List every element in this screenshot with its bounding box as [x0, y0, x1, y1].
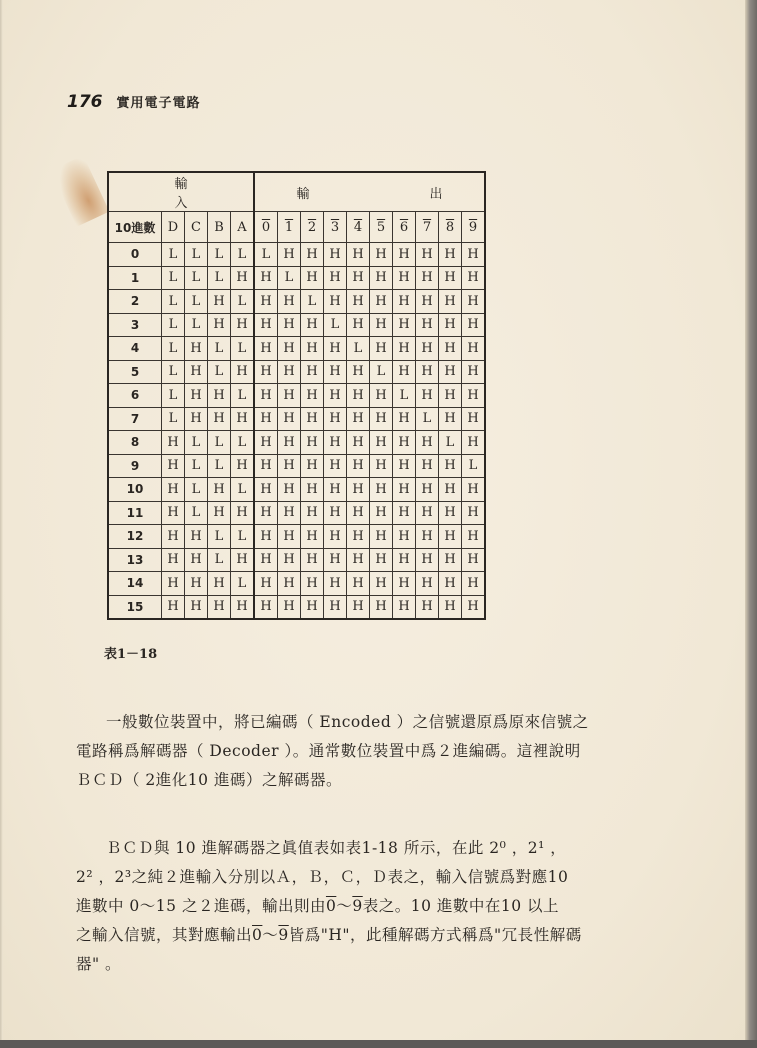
output-cell: L — [324, 313, 347, 337]
output-cell: H — [301, 478, 324, 502]
output-cell: H — [416, 454, 439, 478]
input-cell: H — [208, 595, 231, 619]
output-cell: H — [370, 572, 393, 596]
table-caption: 表1－18 — [104, 647, 158, 662]
input-cell: H — [185, 525, 208, 549]
input-cell: L — [185, 431, 208, 455]
output-cell: H — [439, 243, 462, 267]
text-line: 器" 。 — [76, 955, 122, 973]
output-cell: H — [254, 525, 278, 549]
output-cell: H — [439, 360, 462, 384]
output-cell: H — [416, 525, 439, 549]
output-cell: H — [439, 266, 462, 290]
input-cell: L — [162, 243, 185, 267]
output-cell: H — [439, 478, 462, 502]
output-cell: H — [439, 501, 462, 525]
output-cell: H — [347, 501, 370, 525]
text-line: ＢＣＤ與 10 進解碼器之眞值表如表1-18 所示，在此 2⁰ ，2¹ ， — [106, 839, 567, 857]
output-cell: H — [254, 407, 278, 431]
text-line: 之輸入信號，其對應輸出0～9皆爲"H"，此種解碼方式稱爲"冗長性解碼 — [76, 926, 582, 944]
text-line: 電路稱爲解碼器（ Decoder ）。通常數位裝置中爲２進編碼。這裡說明 — [76, 742, 581, 760]
page-edge-left — [0, 0, 3, 1040]
input-cell: L — [162, 266, 185, 290]
input-cell: H — [162, 525, 185, 549]
output-cell: H — [416, 384, 439, 408]
output-cell: H — [278, 595, 301, 619]
output-cell: H — [416, 337, 439, 361]
input-cell: L — [208, 360, 231, 384]
output-cell: H — [278, 337, 301, 361]
output-cell: H — [393, 431, 416, 455]
output-cell: H — [393, 337, 416, 361]
output-cell: H — [254, 548, 278, 572]
output-cell: H — [324, 572, 347, 596]
decimal-cell: 1 — [108, 266, 162, 290]
input-group-header: 輸入 — [108, 172, 254, 212]
output-cell: H — [324, 337, 347, 361]
table-row — [108, 572, 485, 596]
output-cell: H — [278, 290, 301, 314]
output-cell: H — [393, 313, 416, 337]
col-out-5: 5 — [370, 212, 393, 243]
input-cell: L — [162, 313, 185, 337]
output-cell: H — [301, 360, 324, 384]
output-cell: H — [324, 595, 347, 619]
input-cell: L — [231, 478, 255, 502]
input-cell: H — [185, 384, 208, 408]
table-row — [108, 407, 485, 431]
input-cell: H — [231, 266, 255, 290]
output-cell: L — [254, 243, 278, 267]
output-cell: H — [254, 360, 278, 384]
decimal-cell: 9 — [108, 454, 162, 478]
output-cell: H — [462, 266, 486, 290]
output-cell: H — [301, 595, 324, 619]
col-out-0: 0 — [254, 212, 278, 243]
output-cell: H — [370, 337, 393, 361]
output-cell: H — [416, 595, 439, 619]
output-cell: H — [278, 384, 301, 408]
table-row — [108, 595, 485, 619]
output-cell: H — [278, 454, 301, 478]
input-cell: H — [231, 454, 255, 478]
output-cell: H — [393, 572, 416, 596]
output-cell: H — [439, 337, 462, 361]
output-cell: H — [347, 360, 370, 384]
decimal-cell: 14 — [108, 572, 162, 596]
book-title: 實用電子電路 — [116, 96, 201, 111]
output-cell: H — [301, 454, 324, 478]
decimal-cell: 5 — [108, 360, 162, 384]
output-cell: H — [439, 407, 462, 431]
text-line: ＢＣＤ（ 2進化10 進碼）之解碼器。 — [76, 771, 342, 789]
text-line: 2² ，2³之純２進輸入分別以Ａ，Ｂ，Ｃ，Ｄ表之，輸入信號爲對應10 — [76, 868, 569, 886]
output-cell: H — [393, 501, 416, 525]
output-cell: H — [370, 266, 393, 290]
decimal-cell: 8 — [108, 431, 162, 455]
output-cell: H — [370, 243, 393, 267]
input-cell: H — [208, 478, 231, 502]
output-cell: H — [347, 266, 370, 290]
output-cell: H — [254, 313, 278, 337]
output-cell: H — [254, 337, 278, 361]
output-cell: H — [370, 407, 393, 431]
table-row — [108, 525, 485, 549]
output-cell: H — [393, 595, 416, 619]
table-row — [108, 454, 485, 478]
input-cell: L — [185, 290, 208, 314]
input-cell: H — [231, 360, 255, 384]
output-cell: H — [393, 478, 416, 502]
input-cell: H — [208, 501, 231, 525]
output-cell: H — [462, 548, 486, 572]
table-row — [108, 501, 485, 525]
input-cell: L — [231, 572, 255, 596]
col-out-3: 3 — [324, 212, 347, 243]
output-cell: H — [301, 337, 324, 361]
output-cell: H — [393, 360, 416, 384]
input-cell: H — [185, 572, 208, 596]
col-out-7: 7 — [416, 212, 439, 243]
output-cell: H — [278, 407, 301, 431]
output-cell: H — [324, 360, 347, 384]
output-cell: H — [462, 478, 486, 502]
output-cell: H — [347, 290, 370, 314]
output-cell: H — [347, 525, 370, 549]
col-out-2: 2 — [301, 212, 324, 243]
output-cell: H — [324, 478, 347, 502]
text-line: 進數中 0～15 之２進碼，輸出則由0～9表之。10 進數中在10 以上 — [76, 897, 560, 915]
input-cell: L — [185, 313, 208, 337]
output-cell: H — [439, 572, 462, 596]
output-cell: H — [278, 360, 301, 384]
output-cell: H — [416, 478, 439, 502]
input-cell: H — [208, 572, 231, 596]
input-cell: H — [185, 360, 208, 384]
input-cell: L — [208, 454, 231, 478]
output-cell: H — [462, 407, 486, 431]
output-cell: H — [278, 313, 301, 337]
output-cell: H — [370, 384, 393, 408]
text-line: 一般數位裝置中，將已編碼（ Encoded ）之信號還原爲原來信號之 — [106, 713, 589, 731]
decimal-cell: 13 — [108, 548, 162, 572]
output-cell: H — [370, 478, 393, 502]
output-cell: H — [393, 290, 416, 314]
output-cell: H — [324, 243, 347, 267]
input-cell: H — [185, 407, 208, 431]
output-cell: H — [324, 454, 347, 478]
input-cell: L — [208, 431, 231, 455]
decimal-cell: 12 — [108, 525, 162, 549]
output-cell: H — [301, 525, 324, 549]
input-cell: H — [231, 595, 255, 619]
input-cell: L — [208, 525, 231, 549]
decimal-cell: 6 — [108, 384, 162, 408]
decimal-cell: 10 — [108, 478, 162, 502]
input-cell: L — [231, 384, 255, 408]
output-cell: L — [416, 407, 439, 431]
output-cell: H — [439, 290, 462, 314]
output-cell: H — [370, 548, 393, 572]
output-cell: H — [439, 313, 462, 337]
decimal-cell: 2 — [108, 290, 162, 314]
output-cell: H — [347, 313, 370, 337]
paragraph-decoder-intro — [76, 708, 676, 795]
input-cell: H — [162, 501, 185, 525]
page-edge-bottom — [0, 1040, 757, 1048]
output-cell: H — [393, 525, 416, 549]
output-cell: H — [347, 478, 370, 502]
paragraph-truth-table-explanation — [76, 834, 676, 979]
output-cell: H — [301, 243, 324, 267]
input-cell: L — [231, 337, 255, 361]
output-cell: H — [301, 501, 324, 525]
output-cell: H — [370, 595, 393, 619]
output-cell: H — [324, 525, 347, 549]
table-row — [108, 548, 485, 572]
output-cell: H — [301, 384, 324, 408]
input-cell: H — [162, 431, 185, 455]
table-row — [108, 243, 485, 267]
output-cell: H — [347, 548, 370, 572]
input-cell: L — [162, 407, 185, 431]
output-cell: H — [393, 548, 416, 572]
output-cell: H — [324, 501, 347, 525]
input-cell: H — [185, 337, 208, 361]
output-cell: H — [254, 572, 278, 596]
input-cell: L — [231, 243, 255, 267]
page-number: 176 — [67, 92, 103, 112]
decimal-cell: 15 — [108, 595, 162, 619]
output-cell: H — [370, 290, 393, 314]
output-cell: L — [439, 431, 462, 455]
col-d: D — [162, 212, 185, 243]
output-cell: H — [462, 431, 486, 455]
output-cell: L — [370, 360, 393, 384]
output-cell: H — [324, 384, 347, 408]
input-cell: H — [231, 313, 255, 337]
output-cell: H — [324, 290, 347, 314]
input-cell: H — [208, 290, 231, 314]
col-out-4: 4 — [347, 212, 370, 243]
output-cell: H — [416, 548, 439, 572]
col-b: B — [208, 212, 231, 243]
column-header-row — [108, 212, 485, 243]
output-cell: H — [254, 595, 278, 619]
input-cell: H — [185, 548, 208, 572]
input-cell: H — [162, 548, 185, 572]
page-header — [67, 92, 201, 112]
output-cell: H — [254, 266, 278, 290]
input-cell: L — [185, 243, 208, 267]
output-cell: H — [301, 407, 324, 431]
input-cell: L — [208, 548, 231, 572]
input-cell: L — [208, 337, 231, 361]
output-group-header: 輸 出 — [254, 172, 485, 212]
input-cell: L — [231, 290, 255, 314]
output-cell: H — [324, 266, 347, 290]
input-cell: H — [162, 595, 185, 619]
input-cell: H — [231, 407, 255, 431]
output-cell: H — [347, 431, 370, 455]
output-cell: H — [301, 572, 324, 596]
output-cell: H — [278, 572, 301, 596]
output-cell: H — [254, 384, 278, 408]
output-cell: L — [301, 290, 324, 314]
input-cell: H — [208, 313, 231, 337]
input-cell: L — [185, 454, 208, 478]
input-cell: L — [185, 266, 208, 290]
input-cell: H — [162, 478, 185, 502]
output-cell: H — [278, 431, 301, 455]
output-cell: H — [393, 407, 416, 431]
input-cell: L — [162, 290, 185, 314]
output-cell: H — [301, 548, 324, 572]
input-cell: H — [185, 595, 208, 619]
col-decimal: 10進數 — [108, 212, 162, 243]
output-cell: H — [301, 313, 324, 337]
output-cell: H — [462, 595, 486, 619]
input-cell: H — [208, 407, 231, 431]
output-cell: L — [393, 384, 416, 408]
output-cell: H — [278, 548, 301, 572]
input-cell: L — [162, 384, 185, 408]
output-cell: H — [416, 266, 439, 290]
output-cell: H — [462, 290, 486, 314]
output-cell: H — [416, 243, 439, 267]
decimal-cell: 0 — [108, 243, 162, 267]
input-cell: L — [231, 525, 255, 549]
col-out-6: 6 — [393, 212, 416, 243]
decimal-cell: 7 — [108, 407, 162, 431]
table-row — [108, 360, 485, 384]
output-cell: L — [462, 454, 486, 478]
output-cell: H — [439, 384, 462, 408]
output-cell: H — [370, 454, 393, 478]
input-cell: H — [162, 454, 185, 478]
output-cell: H — [347, 595, 370, 619]
output-cell: H — [254, 290, 278, 314]
table-row — [108, 431, 485, 455]
output-cell: H — [462, 572, 486, 596]
input-cell: L — [185, 501, 208, 525]
input-cell: H — [208, 384, 231, 408]
truth-table-body — [108, 243, 485, 620]
decimal-cell: 11 — [108, 501, 162, 525]
output-cell: H — [416, 572, 439, 596]
input-cell: H — [162, 572, 185, 596]
table-row — [108, 337, 485, 361]
output-cell: H — [254, 478, 278, 502]
output-cell: H — [347, 407, 370, 431]
output-cell: H — [439, 548, 462, 572]
output-cell: H — [370, 501, 393, 525]
decimal-cell: 3 — [108, 313, 162, 337]
col-out-9: 9 — [462, 212, 486, 243]
input-cell: L — [231, 431, 255, 455]
output-cell: H — [462, 337, 486, 361]
output-cell: H — [393, 243, 416, 267]
input-cell: H — [231, 548, 255, 572]
output-cell: H — [439, 595, 462, 619]
truth-table — [107, 171, 486, 620]
output-cell: H — [439, 525, 462, 549]
table-row — [108, 313, 485, 337]
input-cell: L — [208, 243, 231, 267]
table-row — [108, 290, 485, 314]
output-cell: H — [462, 243, 486, 267]
output-cell: H — [324, 548, 347, 572]
col-c: C — [185, 212, 208, 243]
output-cell: H — [416, 313, 439, 337]
output-cell: H — [370, 313, 393, 337]
output-cell: H — [416, 360, 439, 384]
input-cell: H — [231, 501, 255, 525]
output-cell: H — [462, 525, 486, 549]
output-cell: H — [462, 360, 486, 384]
output-cell: H — [347, 572, 370, 596]
output-cell: H — [324, 407, 347, 431]
output-cell: L — [347, 337, 370, 361]
output-cell: H — [393, 454, 416, 478]
output-cell: H — [347, 384, 370, 408]
output-cell: H — [416, 501, 439, 525]
output-cell: H — [301, 431, 324, 455]
output-cell: H — [462, 501, 486, 525]
input-cell: L — [162, 337, 185, 361]
input-cell: L — [185, 478, 208, 502]
output-cell: H — [393, 266, 416, 290]
output-cell: H — [254, 501, 278, 525]
output-cell: H — [278, 501, 301, 525]
output-cell: H — [347, 454, 370, 478]
decimal-cell: 4 — [108, 337, 162, 361]
input-cell: L — [162, 360, 185, 384]
output-cell: H — [301, 266, 324, 290]
output-cell: L — [278, 266, 301, 290]
output-cell: H — [439, 454, 462, 478]
input-cell: L — [208, 266, 231, 290]
output-cell: H — [462, 384, 486, 408]
output-cell: H — [370, 525, 393, 549]
output-cell: H — [278, 243, 301, 267]
output-cell: H — [254, 454, 278, 478]
output-cell: H — [278, 525, 301, 549]
output-cell: H — [462, 313, 486, 337]
page-edge-right — [745, 0, 757, 1040]
table-row — [108, 478, 485, 502]
table-row — [108, 384, 485, 408]
output-cell: H — [278, 478, 301, 502]
col-out-1: 1 — [278, 212, 301, 243]
output-cell: H — [370, 431, 393, 455]
output-cell: H — [324, 431, 347, 455]
col-a: A — [231, 212, 255, 243]
output-cell: H — [254, 431, 278, 455]
col-out-8: 8 — [439, 212, 462, 243]
output-cell: H — [347, 243, 370, 267]
table-row — [108, 266, 485, 290]
output-cell: H — [416, 290, 439, 314]
output-cell: H — [416, 431, 439, 455]
